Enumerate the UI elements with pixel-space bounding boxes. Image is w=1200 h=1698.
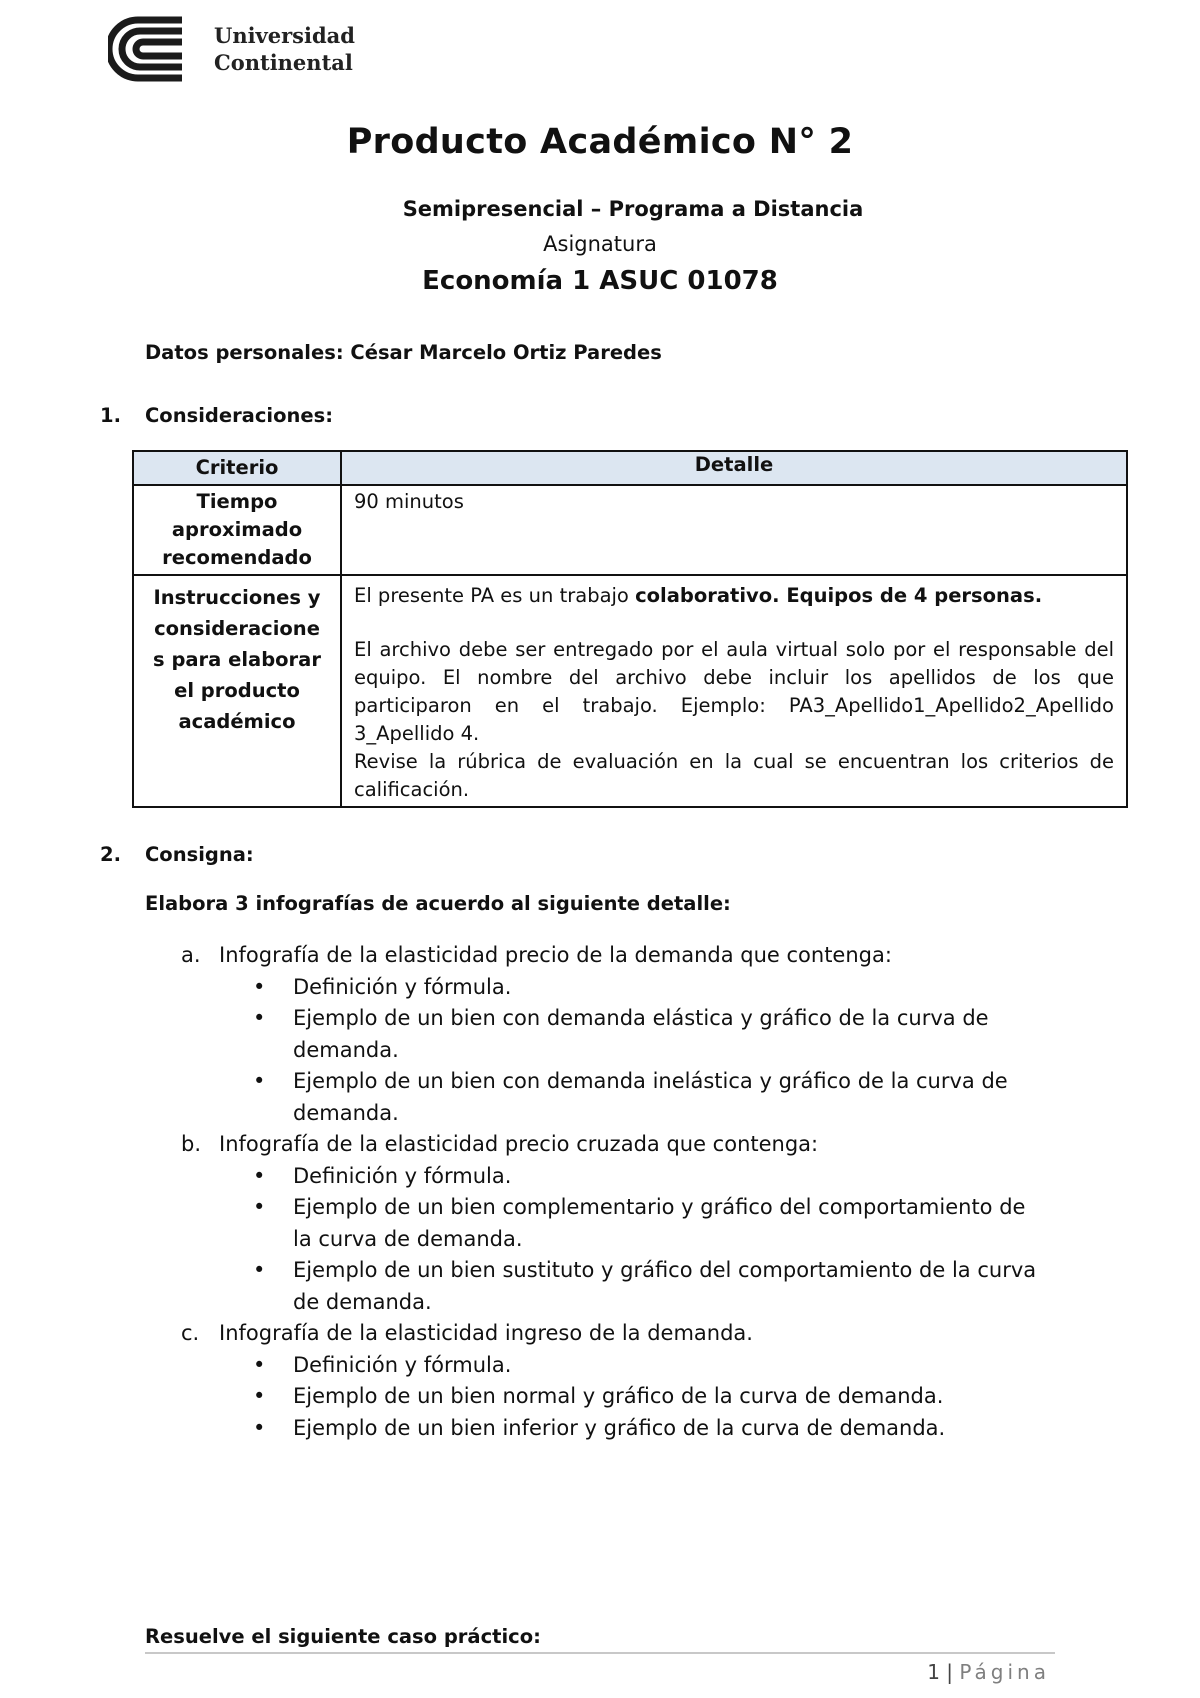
sub-list-item <box>145 1381 1045 1413</box>
sub-item-text: Ejemplo de un bien normal y gráfico de la curva de demanda. <box>293 1384 944 1408</box>
bullet-icon: • <box>253 1352 266 1377</box>
bullet-icon: • <box>253 1163 266 1188</box>
sub-item-text: Ejemplo de un bien con demanda elástica y gráfico de la curva de demanda. <box>293 1006 989 1062</box>
sub-item-text: Ejemplo de un bien complementario y gráfico del comportamiento de la curva de demanda. <box>293 1195 1026 1251</box>
course-name: Economía 1 ASUC 01078 <box>422 266 778 296</box>
sub-item-text: Definición y fórmula. <box>293 1352 512 1377</box>
list-item-text: Infografía de la elasticidad precio de la demanda que contenga: <box>219 943 892 967</box>
list-marker: c. <box>181 1321 200 1345</box>
considerations-table <box>132 450 1128 808</box>
logo-text <box>214 22 355 76</box>
row2-criterio-line: s para elaborar <box>153 648 321 671</box>
university-logo <box>108 14 358 84</box>
row2-p1-bold: colaborativo. Equipos de 4 personas. <box>635 584 1043 607</box>
row2-criterio <box>133 575 341 807</box>
footer-divider <box>145 1652 1055 1654</box>
sub-list-item <box>145 1350 1045 1382</box>
table-row <box>133 485 1127 575</box>
bullet-icon: • <box>253 1006 266 1030</box>
section-1-label: Consideraciones: <box>145 404 333 427</box>
page-footer <box>927 1660 1050 1684</box>
sub-item-text: Ejemplo de un bien sustituto y gráfico del comportamiento de la curva de demanda. <box>293 1258 1037 1314</box>
page-number: 1 <box>927 1660 940 1684</box>
list-item <box>145 940 1045 972</box>
instructions-intro: Elabora 3 infografías de acuerdo al siguiente detalle: <box>145 892 731 915</box>
logo-line-2: Continental <box>214 50 353 75</box>
row2-criterio-line: el producto <box>174 679 300 702</box>
bullet-icon: • <box>253 1384 266 1408</box>
page-label: Página <box>959 1660 1050 1684</box>
personal-data: Datos personales: César Marcelo Ortiz Paredes <box>145 341 662 364</box>
section-2-label: Consigna: <box>145 843 254 866</box>
header-detalle: Detalle <box>341 451 1127 485</box>
sub-item-text: Ejemplo de un bien con demanda inelástica y gráfico de la curva de demanda. <box>293 1069 1008 1125</box>
list-item <box>145 1318 1045 1350</box>
row2-criterio-line: Instrucciones y <box>153 586 321 609</box>
list-item-text: Infografía de la elasticidad precio cruzada que contenga: <box>219 1132 819 1156</box>
table-row <box>133 575 1127 807</box>
logo-mark-icon <box>108 14 198 84</box>
row2-paragraph-1 <box>354 582 1114 610</box>
page-title: Producto Académico N° 2 <box>346 122 854 162</box>
subject-label: Asignatura <box>543 232 657 256</box>
sub-list-item <box>145 1003 1045 1066</box>
list-item-text: Infografía de la elasticidad ingreso de la demanda. <box>219 1321 753 1345</box>
sub-list-item <box>145 972 1045 1004</box>
row2-p1-normal: El presente PA es un trabajo <box>354 584 636 607</box>
list-marker: b. <box>181 1132 202 1156</box>
row1-detalle: 90 minutos <box>341 485 1127 575</box>
table-header-row <box>133 451 1127 485</box>
section-2-number: 2. <box>100 843 121 866</box>
case-study-heading: Resuelve el siguiente caso práctico: <box>145 1625 541 1648</box>
sub-item-text: Definición y fórmula. <box>293 1163 512 1188</box>
sub-list-item <box>145 1413 1045 1445</box>
sub-item-text: Ejemplo de un bien inferior y gráfico de la curva de demanda. <box>293 1415 946 1440</box>
infographic-list <box>145 940 1045 1444</box>
sub-list-item <box>145 1192 1045 1255</box>
row2-criterio-line: consideracione <box>154 617 320 640</box>
bullet-icon: • <box>253 1195 266 1219</box>
footer-separator: | <box>946 1660 954 1684</box>
program-subtitle: Semipresencial – Programa a Distancia <box>402 197 864 221</box>
sub-list-item <box>145 1161 1045 1193</box>
section-1-number: 1. <box>100 404 121 427</box>
logo-line-1: Universidad <box>214 23 355 48</box>
bullet-icon: • <box>253 1069 266 1093</box>
header-criterio: Criterio <box>133 451 341 485</box>
sub-item-text: Definición y fórmula. <box>293 974 512 999</box>
bullet-icon: • <box>253 1415 266 1440</box>
list-marker: a. <box>181 943 201 967</box>
sub-list-item <box>145 1066 1045 1129</box>
row2-paragraph-3: Revise la rúbrica de evaluación en la cual se encuentran los criterios de calificación. <box>354 750 1114 801</box>
row2-detalle <box>341 575 1127 807</box>
row2-criterio-line: académico <box>178 710 296 733</box>
bullet-icon: • <box>253 974 266 999</box>
sub-list-item <box>145 1255 1045 1318</box>
bullet-icon: • <box>253 1258 266 1282</box>
row1-criterio: Tiempo aproximado recomendado <box>133 485 341 575</box>
row2-paragraph-2: El archivo debe ser entregado por el aula virtual solo por el responsable del equipo. El nombre del archivo debe incluir los apellidos de los que participaron en el trabajo. Ejemplo: PA3_Apellido1_Apellido2_Apellido 3_Apellido 4. <box>354 638 1114 745</box>
list-item <box>145 1129 1045 1161</box>
